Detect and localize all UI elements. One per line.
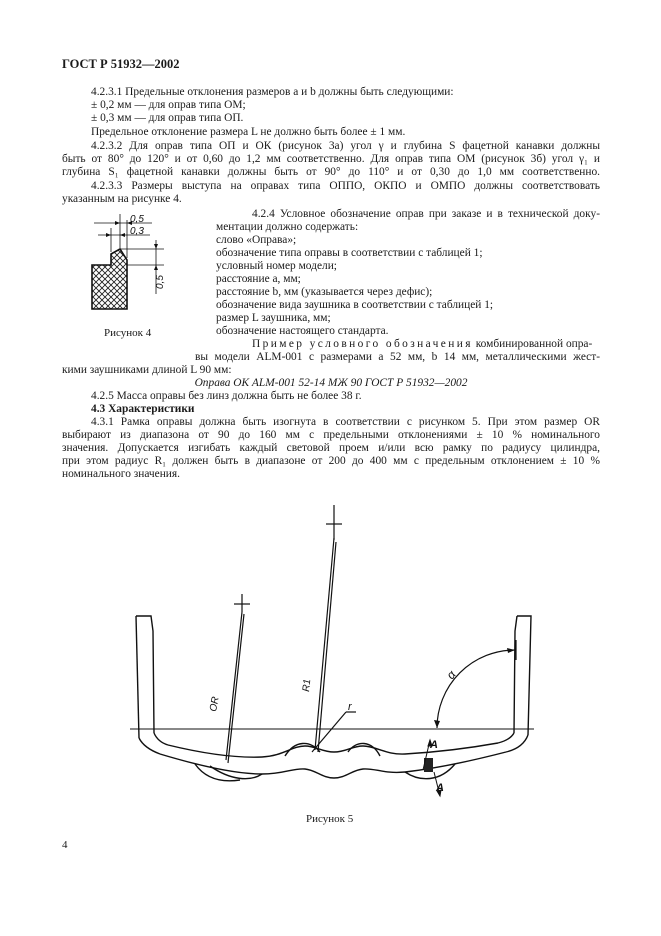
section-43-heading: 4.3 Характеристики bbox=[91, 403, 195, 415]
page-number: 4 bbox=[62, 839, 68, 851]
figure-5-label-a-bottom: A bbox=[436, 782, 444, 794]
figure-4-dim-mid: 0,3 bbox=[130, 226, 144, 237]
list-item: размер L заушника, мм; bbox=[216, 312, 331, 324]
para-424-line1: 4.2.4 Условное обозначение оправ при заказе и в технической доку- bbox=[252, 208, 600, 220]
example-rest: комбинированной опра- bbox=[475, 338, 593, 350]
example-line3: кими заушниками длиной L 90 мм: bbox=[62, 364, 232, 376]
list-item: обозначение типа оправы в соответствии с таблицей 1; bbox=[216, 247, 483, 259]
figure-4-dim-top: 0,5 bbox=[130, 214, 144, 225]
para-431-line1: 4.3.1 Рамка оправы должна быть изогнута в соответствии с рисунком 5. При этом размер OR bbox=[91, 416, 600, 428]
para-4231-line3: ± 0,3 мм — для оправ типа ОП. bbox=[91, 112, 244, 124]
para-4232-line3: глубина S₁ фацетной канавки должны быть от 90° до 110° и от 0,30 до 1,0 мм соответственно. bbox=[62, 166, 600, 178]
figure-5-label-a-top: A bbox=[430, 739, 438, 751]
para-431-line5: номинального значения. bbox=[62, 468, 180, 480]
figure-4-dim-side: 0,5 bbox=[155, 275, 166, 289]
para-4233-line2: указанным на рисунке 4. bbox=[62, 193, 182, 205]
figure-4-caption: Рисунок 4 bbox=[104, 327, 152, 339]
designation-example: Оправа ОК ALM-001 52-14 МЖ 90 ГОСТ Р 51932—2002 bbox=[194, 377, 468, 389]
para-4233-line1: 4.2.3.3 Размеры выступа на оправах типа ОППО, ОКПО и ОМПО должны соответствовать bbox=[91, 180, 600, 192]
para-4232-line1: 4.2.3.2 Для оправ типа ОП и ОК (рисунок 3а) угол γ и глубина S фацетной канавки должны bbox=[91, 140, 600, 152]
para-431-line4: при этом радиус R₁ должен быть в диапазоне от 200 до 400 мм с предельным отклонением ± 10 % bbox=[62, 455, 600, 467]
para-4231-line2: ± 0,2 мм — для оправ типа ОМ; bbox=[91, 99, 246, 111]
figure-5-caption: Рисунок 5 bbox=[306, 813, 354, 825]
list-item: расстояние a, мм; bbox=[216, 273, 301, 285]
para-4231-line1: 4.2.3.1 Предельные отклонения размеров a и b должны быть следующими: bbox=[91, 86, 454, 98]
example-label: Пример условного обозначения bbox=[252, 338, 473, 350]
list-item: слово «Оправа»; bbox=[216, 234, 297, 246]
para-425: 4.2.5 Масса оправы без линз должна быть не более 38 г. bbox=[91, 390, 362, 402]
example-line2: вы модели ALM-001 с размерами a 52 мм, b 14 мм, металлическими жест- bbox=[195, 351, 600, 363]
para-431-line2: выбирают из диапазона от 90 до 160 мм с предельными отклонениями ± 10 % номинального bbox=[62, 429, 600, 441]
para-4231-line4: Предельное отклонение размера L не должно быть более ± 1 мм. bbox=[91, 126, 406, 138]
figure-5-label-r: r bbox=[348, 701, 352, 713]
figure-5-label-alpha: α bbox=[443, 667, 459, 682]
list-item: обозначение вида заушника в соответствии с таблицей 1; bbox=[216, 299, 494, 311]
figure-5-label-or: OR bbox=[208, 695, 222, 713]
para-424-line2: ментации должно содержать: bbox=[216, 221, 359, 233]
list-item: обозначение настоящего стандарта. bbox=[216, 325, 389, 337]
document-header: ГОСТ Р 51932—2002 bbox=[62, 57, 180, 71]
figure-5-label-r1: R1 bbox=[301, 678, 314, 693]
para-431-line3: значения. Допускается изгибать каждый световой проем и/или всю рамку по радиусу цилиндра, bbox=[62, 442, 600, 454]
list-item: расстояние b, мм (указывается через дефис); bbox=[216, 286, 433, 298]
para-4232-line2: быть от 80° до 120° и от 0,60 до 1,2 мм соответственно. Для оправ типа ОМ (рисунок 3б) угол γ₁ и bbox=[62, 153, 600, 165]
list-item: условный номер модели; bbox=[216, 260, 337, 272]
